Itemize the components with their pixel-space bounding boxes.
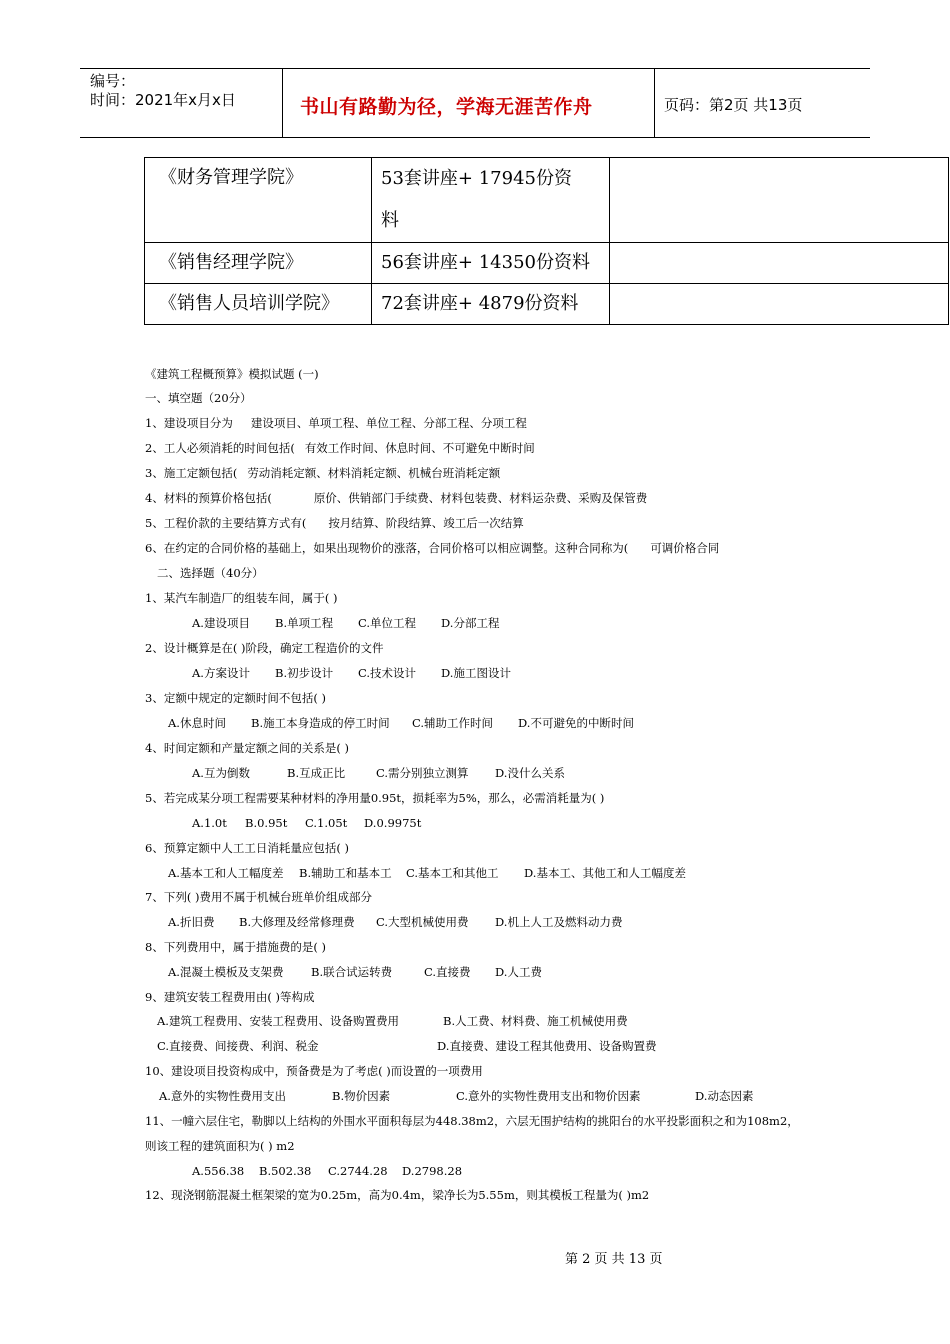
choice-option: D.机上人工及燃料动力费 (495, 915, 623, 929)
exam-title: 《建筑工程概预算》模拟试题 (一) (145, 367, 319, 381)
answer-text: 建设项目、单项工程、单位工程、分部工程、分项工程 (250, 416, 527, 430)
choice-option: D.0.9975t (364, 816, 422, 830)
table-cell-detail: 56套讲座+ 14350份资料 (372, 243, 610, 284)
choice-option: A.1.0t (192, 816, 227, 830)
table-cell-name: 《销售人员培训学院》 (145, 284, 372, 325)
choice-question: 1、某汽车制造厂的组装车间，属于( ) (145, 591, 338, 605)
choice-option: B.初步设计 (275, 666, 334, 680)
choice-option: B.502.38 (259, 1164, 312, 1178)
resource-table (144, 157, 949, 325)
choice-option: A.基本工和人工幅度差 (168, 866, 284, 880)
choice-option: C.大型机械使用费 (376, 915, 469, 929)
answer-text: 可调价格合同 (650, 541, 720, 555)
question-text: 1、建设项目分为 (145, 416, 233, 430)
header-number-label: 编号： (90, 72, 136, 90)
choice-option: D.人工费 (495, 965, 542, 979)
header-motto: 书山有路勤为径，学海无涯苦作舟 (300, 96, 593, 118)
choice-option: D.动态因素 (695, 1089, 754, 1103)
header-divider (654, 69, 655, 137)
choice-option: A.混凝土模板及支架费 (168, 965, 284, 979)
question-text: 2、工人必须消耗的时间包括( (145, 441, 295, 455)
choice-option: D.基本工、其他工和人工幅度差 (524, 866, 686, 880)
choice-option: B.单项工程 (275, 616, 334, 630)
header-page-info: 页码：第2页 共13页 (664, 96, 803, 114)
choice-question: 5、若完成某分项工程需要某种材料的净用量0.95t，损耗率为5%，那么，必需消耗量为( ) (145, 791, 605, 805)
choice-option: A.建筑工程费用、安装工程费用、设备购置费用 (157, 1014, 399, 1028)
fill-question (145, 515, 524, 531)
choice-option: D.施工图设计 (441, 666, 511, 680)
choice-option: B.联合试运转费 (311, 965, 393, 979)
choice-option: A.方案设计 (192, 666, 250, 680)
table-cell-empty (610, 243, 949, 284)
choice-option: C.基本工和其他工 (406, 866, 499, 880)
choice-option: B.辅助工和基本工 (299, 866, 392, 880)
choice-option: B.互成正比 (287, 766, 346, 780)
choice-option: C.需分别独立测算 (376, 766, 469, 780)
question-text: 3、施工定额包括( (145, 466, 238, 480)
choice-option: A.意外的实物性费用支出 (159, 1089, 286, 1103)
choice-option: D.分部工程 (441, 616, 500, 630)
fill-question (145, 465, 500, 481)
choice-question: 8、下列费用中，属于措施费的是( ) (145, 940, 326, 954)
choice-option: C.1.05t (305, 816, 348, 830)
header-time-label: 时间：2021年x月x日 (90, 91, 236, 109)
choice-option: C.直接费、间接费、利润、税金 (157, 1039, 319, 1053)
question-text: 5、工程价款的主要结算方式有( (145, 516, 307, 530)
choice-question: 6、预算定额中人工工日消耗量应包括( ) (145, 841, 349, 855)
section-choice-heading: 二、选择题（40分） (157, 566, 264, 580)
answer-text: 劳动消耗定额、材料消耗定额、机械台班消耗定额 (247, 466, 501, 480)
choice-option: B.大修理及经常修理费 (239, 915, 355, 929)
choice-option: B.0.95t (245, 816, 288, 830)
answer-text: 按月结算、阶段结算、竣工后一次结算 (328, 516, 524, 530)
choice-option: B.人工费、材料费、施工机械使用费 (443, 1014, 628, 1028)
choice-option: C.直接费 (424, 965, 471, 979)
fill-question (145, 440, 535, 456)
fill-question (145, 490, 647, 506)
answer-text: 有效工作时间、休息时间、不可避免中断时间 (304, 441, 535, 455)
fill-question (145, 415, 527, 431)
choice-option: C.辅助工作时间 (412, 716, 494, 730)
page-footer: 第 2 页 共 13 页 (565, 1252, 663, 1267)
answer-text: 原价、供销部门手续费、材料包装费、材料运杂费、采购及保管费 (313, 491, 648, 505)
table-cell-detail (372, 158, 610, 243)
choice-option: C.2744.28 (328, 1164, 388, 1178)
question-text: 4、材料的预算价格包括( (145, 491, 272, 505)
choice-option: A.休息时间 (168, 716, 226, 730)
table-cell-detail-text: 53套讲座+ 17945份资料 (381, 168, 572, 231)
table-cell-name: 《销售经理学院》 (145, 243, 372, 284)
choice-question-continued: 则该工程的建筑面积为( ) m2 (145, 1139, 295, 1153)
table-row (145, 284, 949, 325)
choice-option: C.意外的实物性费用支出和物价因素 (456, 1089, 641, 1103)
choice-question: 2、设计概算是在( )阶段，确定工程造价的文件 (145, 641, 384, 655)
choice-option: D.2798.28 (402, 1164, 463, 1178)
header-divider (282, 69, 283, 137)
choice-option: B.施工本身造成的停工时间 (251, 716, 390, 730)
choice-option: A.互为倒数 (192, 766, 250, 780)
table-row (145, 158, 949, 243)
table-cell-empty (610, 284, 949, 325)
choice-question: 9、建筑安装工程费用由( )等构成 (145, 990, 315, 1004)
choice-question: 7、下列( )费用不属于机械台班单价组成部分 (145, 890, 372, 904)
choice-option: A.折旧费 (168, 915, 215, 929)
choice-option: D.没什么关系 (495, 766, 565, 780)
choice-option: D.直接费、建设工程其他费用、设备购置费 (437, 1039, 657, 1053)
table-cell-empty (610, 158, 949, 243)
choice-option: A.556.38 (192, 1164, 245, 1178)
choice-option: A.建设项目 (192, 616, 250, 630)
section-fill-heading: 一、填空题（20分） (145, 391, 252, 405)
table-row (145, 243, 949, 284)
choice-question: 11、一幢六层住宅，勒脚以上结构的外围水平面积每层为448.38m2，六层无围护结构的挑阳台的水平投影面积之和为108m2， (145, 1114, 799, 1128)
choice-question: 12、现浇钢筋混凝土框架梁的宽为0.25m，高为0.4m，梁净长为5.55m，则其模板工程量为( )m2 (145, 1188, 650, 1202)
choice-question: 10、建设项目投资构成中，预备费是为了考虑( )而设置的一项费用 (145, 1064, 483, 1078)
table-cell-detail: 72套讲座+ 4879份资料 (372, 284, 610, 325)
question-text: 6、在约定的合同价格的基础上，如果出现物价的涨落，合同价格可以相应调整。这种合同称为( (145, 541, 629, 555)
choice-option: C.单位工程 (358, 616, 417, 630)
choice-option: C.技术设计 (358, 666, 417, 680)
table-cell-name: 《财务管理学院》 (145, 158, 372, 243)
choice-option: B.物价因素 (332, 1089, 391, 1103)
fill-question (145, 540, 719, 556)
choice-question: 4、时间定额和产量定额之间的关系是( ) (145, 741, 349, 755)
choice-option: D.不可避免的中断时间 (518, 716, 634, 730)
choice-question: 3、定额中规定的定额时间不包括( ) (145, 691, 326, 705)
